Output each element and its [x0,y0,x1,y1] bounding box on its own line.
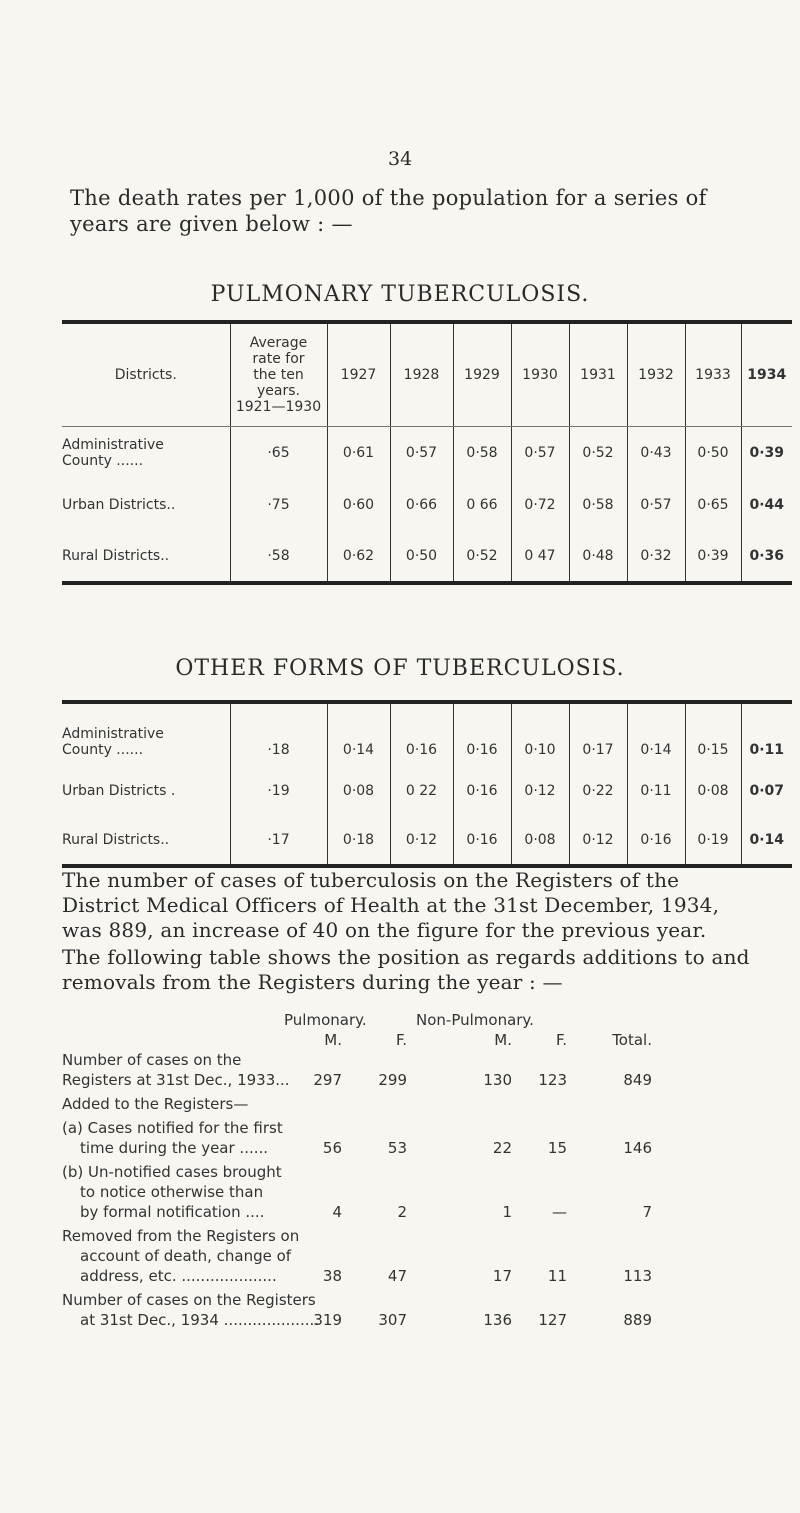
cell: 127 [538,1311,567,1329]
cell: 22 [492,1139,512,1157]
cell: 0·66 [390,479,453,531]
cell: — [552,1203,567,1221]
cell: 849 [623,1071,652,1089]
cell: ·65 [230,427,327,479]
row-label: Added to the Registers— [62,1095,249,1113]
cell: 0·48 [569,531,627,583]
row-label: at 31st Dec., 1934 .................... [80,1311,320,1329]
cell: 0·08 [327,766,390,816]
table-row [62,816,792,866]
cell: 0·12 [390,816,453,866]
row-label: Administrative County ...... [62,436,164,469]
header-1929: 1929 [453,322,511,427]
header-1931: 1931 [569,322,627,427]
cell: 136 [483,1311,512,1329]
cell: 0·18 [327,816,390,866]
cell: 130 [483,1071,512,1089]
row-label: Removed from the Registers on [62,1227,300,1245]
cell: 0·16 [453,702,511,766]
row-label: Urban Districts . [62,783,176,799]
header-m: M. [494,1031,512,1049]
page-number: 34 [388,148,413,170]
cell: 0·19 [685,816,741,866]
row-label: Rural Districts.. [62,547,170,564]
cell: 0·65 [685,479,741,531]
cell: 0·61 [327,427,390,479]
header-total: Total. [612,1031,652,1049]
intro-paragraph: The death rates per 1,000 of the population for a series of years are given below : — [70,186,707,236]
table-row [62,1138,782,1158]
table-row [62,427,792,479]
table-row [62,766,792,816]
pulmonary-rates-table [62,320,792,585]
header-districts: Districts. [62,322,230,427]
cell: 38 [322,1267,342,1285]
table-row [62,1310,782,1330]
table-row [62,1266,782,1286]
row-label: Number of cases on the [62,1051,242,1069]
header-1927: 1927 [327,322,390,427]
cell: 4 [332,1203,342,1221]
cell: 0·36 [741,531,792,583]
cell: 0·57 [627,479,685,531]
cell: ·18 [230,702,327,766]
cell: 0·07 [741,766,792,816]
row-label: Administrative County ...... [62,726,164,758]
header-average: Average rate for the ten years. 1921—1930 [230,322,327,427]
cell: 0·16 [453,766,511,816]
row-label: time during the year ...... [80,1139,269,1157]
header-1928: 1928 [390,322,453,427]
cell: 0·12 [511,766,569,816]
cell: 0 22 [390,766,453,816]
cell: 15 [547,1139,567,1157]
cell: 1 [502,1203,512,1221]
cell: 0·11 [741,702,792,766]
cell: 299 [378,1071,407,1089]
table-row [62,531,792,583]
cell: 0·16 [453,816,511,866]
cell: ·19 [230,766,327,816]
cell: 297 [313,1071,342,1089]
cell: 0·08 [511,816,569,866]
cell: 0·60 [327,479,390,531]
cell: 0·16 [627,816,685,866]
cell: 53 [387,1139,407,1157]
row-label: (b) Un-notified cases brought [62,1163,282,1181]
cell: 2 [397,1203,407,1221]
cell: ·58 [230,531,327,583]
cell: 0·62 [327,531,390,583]
cell: 0·17 [569,702,627,766]
cell: 0·43 [627,427,685,479]
cell: 0·58 [569,479,627,531]
cell: 0·58 [453,427,511,479]
cell: 0·32 [627,531,685,583]
header-1932: 1932 [627,322,685,427]
row-label: Urban Districts.. [62,496,176,513]
cell: 0·39 [685,531,741,583]
cell: 889 [623,1311,652,1329]
row-label: (a) Cases notified for the first [62,1119,283,1137]
table-row [62,1070,782,1090]
row-label: to notice otherwise than [80,1183,264,1201]
cell: 0·10 [511,702,569,766]
cell: 0·52 [453,531,511,583]
cell: 123 [538,1071,567,1089]
cell: ·75 [230,479,327,531]
header-1930: 1930 [511,322,569,427]
cell: 17 [492,1267,512,1285]
header-1934: 1934 [741,322,792,427]
cell: 0·12 [569,816,627,866]
cell: 7 [642,1203,652,1221]
table-row [62,479,792,531]
cell: 146 [623,1139,652,1157]
row-label: account of death, change of [80,1247,292,1265]
table-row [62,702,792,766]
cell: 0·44 [741,479,792,531]
header-f: F. [396,1031,407,1049]
cell: 0 66 [453,479,511,531]
cell: ·17 [230,816,327,866]
row-label: address, etc. .................... [80,1267,277,1285]
header-pulmonary: Pulmonary. [284,1011,367,1029]
cell: 47 [387,1267,407,1285]
row-label: Number of cases on the Registers [62,1291,316,1309]
cell: 0·39 [741,427,792,479]
pulmonary-title: PULMONARY TUBERCULOSIS. [210,282,590,307]
row-label: by formal notification .... [80,1203,265,1221]
cell: 0·72 [511,479,569,531]
header-non-pulmonary: Non-Pulmonary. [416,1011,534,1029]
cell: 0·14 [627,702,685,766]
row-label: Registers at 31st Dec., 1933... [62,1071,290,1089]
cell: 0·11 [627,766,685,816]
cell: 0·50 [685,427,741,479]
cell: 0·14 [741,816,792,866]
cell: 0·57 [390,427,453,479]
following-table-paragraph: The following table shows the position as regards additions to and removals from the Registers during the year : — [62,945,750,994]
cell: 0·57 [511,427,569,479]
other-forms-rates-table [62,700,792,868]
cell: 0·52 [569,427,627,479]
cell: 0·16 [390,702,453,766]
other-forms-title: OTHER FORMS OF TUBERCULOSIS. [175,656,625,681]
cell: 0·08 [685,766,741,816]
header-1933: 1933 [685,322,741,427]
table-row [62,1202,782,1222]
header-m: M. [324,1031,342,1049]
cell: 0·50 [390,531,453,583]
cell: 11 [547,1267,567,1285]
row-label: Rural Districts.. [62,832,170,848]
cases-paragraph: The number of cases of tuberculosis on the Registers of the District Medical Officers of Health at the 31st December, 1934, was 889, an increase of 40 on the figure for the previous year. [62,868,720,942]
header-f: F. [556,1031,567,1049]
register-summary [62,1010,782,1330]
cell: 0 47 [511,531,569,583]
cell: 56 [322,1139,342,1157]
cell: 0·15 [685,702,741,766]
cell: 0·22 [569,766,627,816]
cell: 0·14 [327,702,390,766]
cell: 307 [378,1311,407,1329]
cell: 319 [313,1311,342,1329]
cell: 113 [623,1267,652,1285]
